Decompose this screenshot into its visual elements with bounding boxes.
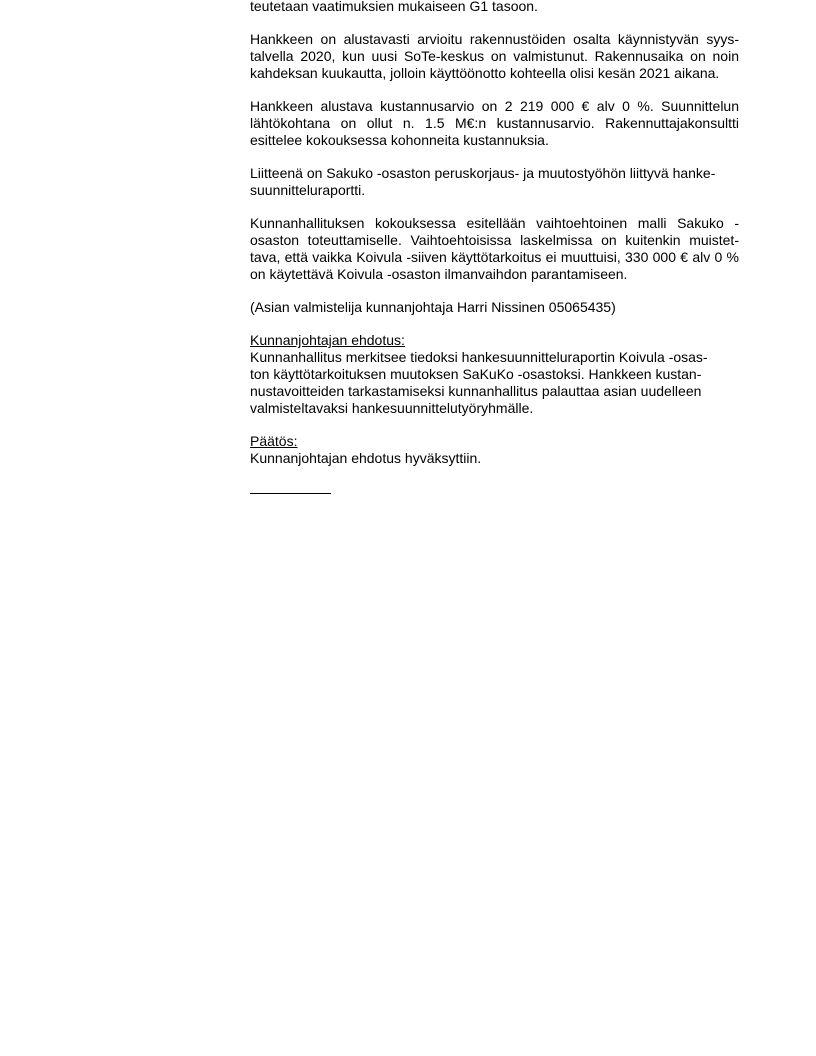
paragraph-preparer: (Asian valmistelija kunnanjohtaja Harri Nissinen 05065435) (250, 299, 616, 315)
decision-text: Kunnanjohtajan ehdotus hyväksyttiin. (250, 450, 482, 466)
section-end-rule (250, 483, 331, 494)
paragraph-cost-estimate: Hankkeen alustava kustannusarvio on 2 219 000 € alv 0 %. Suunnittelun lähtökohtana on ollut n. 1.5 M€:n kustannusarvio. Rakennuttajakonsultti esittelee kokouksessa kohonneita kustannuksia. (250, 98, 739, 148)
proposal-heading: Kunnanjohtajan ehdotus: (250, 332, 405, 348)
proposal-section (250, 332, 739, 417)
decision-section (250, 433, 739, 467)
proposal-text: Kunnanhallitus merkitsee tiedoksi hankesuunnitteluraportin Koivula -osas- ton käyttötarkoituksen muutoksen SaKuKo -osastoksi. Hankkeen kustan- nustavoitteiden tarkastamiseksi kunnanhallitus palauttaa asian uudelleen valmisteltavaksi hankesuunnittelutyöryhmälle. (250, 349, 708, 416)
decision-heading: Päätös: (250, 433, 298, 449)
paragraph-alternative-model: Kunnanhallituksen kokouksessa esitellään vaihtoehtoinen malli Sakuko -osaston toteuttamiselle. Vaihtoehtoisissa laskelmissa on kuitenkin muistet-tava, että vaikka Koivula -siiven käyttötarkoitus ei muuttuisi, 330 000 € alv 0 % on käytettävä Koivula -osaston ilmanvaihdon parantamiseen. (250, 215, 739, 282)
document-body (250, 0, 739, 494)
paragraph-attachment: Liitteenä on Sakuko -osaston peruskorjaus- ja muutostyöhön liittyvä hanke- suunnitteluraportti. (250, 165, 716, 198)
paragraph-g1-level: teutetaan vaatimuksien mukaiseen G1 tasoon. (250, 0, 538, 14)
paragraph-schedule: Hankkeen on alustavasti arvioitu rakennustöiden osalta käynnistyvän syys-talvella 2020, kun uusi SoTe-keskus on valmistunut. Rakennusaika on noin kahdeksan kuukautta, jolloin käyttöönotto kohteella olisi kesän 2021 aikana. (250, 31, 739, 81)
